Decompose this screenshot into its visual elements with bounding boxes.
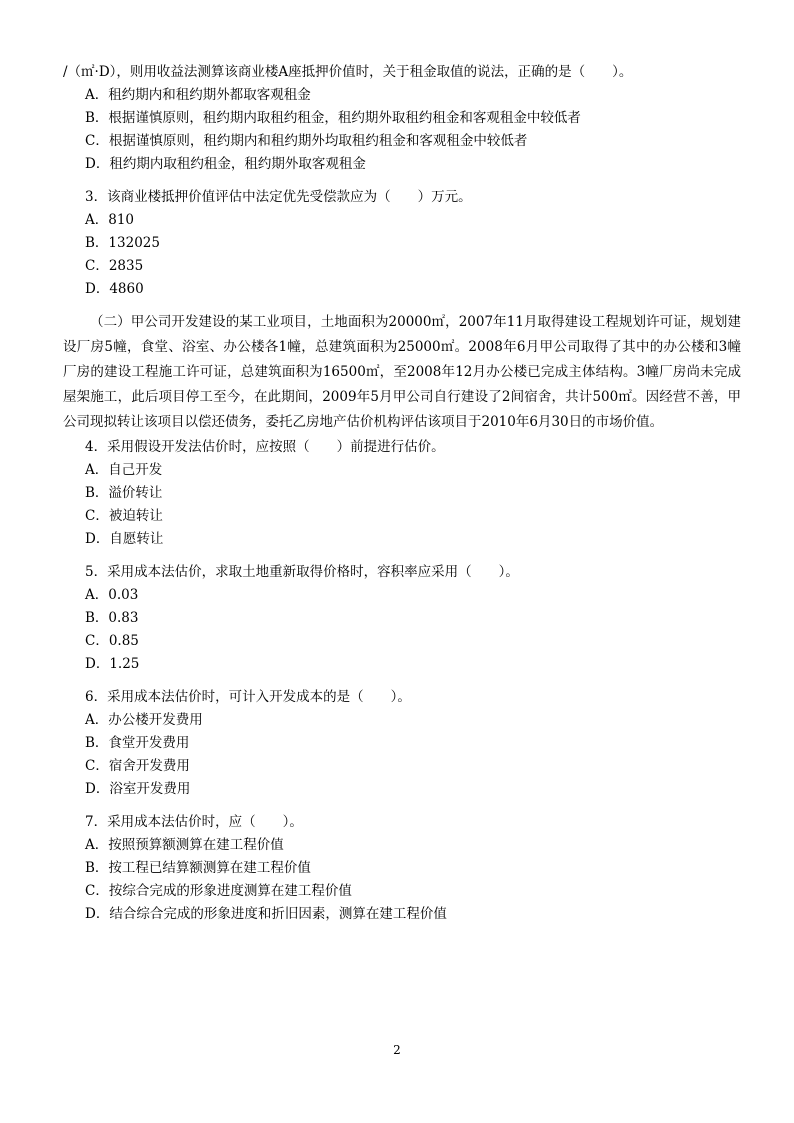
option-c: C．宿舍开发费用 xyxy=(85,758,190,774)
question-fragment-stem: /（㎡·D），则用收益法测算该商业楼A座抵押价值时，关于租金取值的说法，正确的是（ ）。 xyxy=(63,64,633,80)
option-b: B．根据谨慎原则，租约期内取租约租金，租约期外取租约租金和客观租金中较低者 xyxy=(85,110,581,126)
question-4-stem: 4．采用假设开发法估价时，应按照（ ）前提进行估价。 xyxy=(85,439,445,455)
option-d: D．浴室开发费用 xyxy=(85,781,191,797)
question-3-stem: 3．该商业楼抵押价值评估中法定优先受偿款应为（ ）万元。 xyxy=(85,189,472,205)
option-a: A．810 xyxy=(85,212,135,228)
option-d: D．4860 xyxy=(85,281,144,297)
option-a: A．0.03 xyxy=(85,587,139,603)
page-number: 2 xyxy=(393,1043,401,1057)
question-6-stem: 6．采用成本法估价时，可计入开发成本的是（ ）。 xyxy=(85,689,411,705)
option-c: C．被迫转让 xyxy=(85,508,163,524)
option-d: D．租约期内取租约租金，租约期外取客观租金 xyxy=(85,156,366,172)
option-c: C．2835 xyxy=(85,258,144,274)
option-c: C．根据谨慎原则，租约期内和租约期外均取租约租金和客观租金中较低者 xyxy=(85,133,528,149)
option-b: B．132025 xyxy=(85,235,160,251)
option-a: A．自己开发 xyxy=(85,462,163,478)
option-c: C．按综合完成的形象进度测算在建工程价值 xyxy=(85,883,352,899)
option-a: A．按照预算额测算在建工程价值 xyxy=(85,837,284,853)
option-a: A．租约期内和租约期外都取客观租金 xyxy=(85,87,311,103)
case-2-paragraph: （二）甲公司开发建设的某工业项目，土地面积为20000㎡，2007年11月取得建设工程规划许可证，规划建设厂房5幢，食堂、浴室、办公楼各1幢，总建筑面积为25000㎡。2008年6月甲公司取得了其中的办公楼和3幢厂房的建设工程施工许可证，总建筑面积为16500㎡，至2008年12月办公楼已完成主体结构。3幢厂房尚未完成屋架施工，此后项目停工至今，在此期间，2009年5月甲公司自行建设了2间宿舍，共计500㎡。因经营不善，甲公司现拟转让该项目以偿还债务，委托乙房地产估价机构评估该项目于2010年6月30日的市场价值。 xyxy=(63,314,741,430)
option-d: D．1.25 xyxy=(85,656,140,672)
option-b: B．食堂开发费用 xyxy=(85,735,190,751)
question-5-stem: 5．采用成本法估价，求取土地重新取得价格时，容积率应采用（ ）。 xyxy=(85,564,519,580)
option-b: B．0.83 xyxy=(85,610,139,626)
option-b: B．溢价转让 xyxy=(85,485,163,501)
option-c: C．0.85 xyxy=(85,633,139,649)
question-7-stem: 7．采用成本法估价时，应（ ）。 xyxy=(85,814,303,830)
option-b: B．按工程已结算额测算在建工程价值 xyxy=(85,860,311,876)
option-d: D．结合综合完成的形象进度和折旧因素，测算在建工程价值 xyxy=(85,906,447,922)
option-a: A．办公楼开发费用 xyxy=(85,712,203,728)
option-d: D．自愿转让 xyxy=(85,531,164,547)
